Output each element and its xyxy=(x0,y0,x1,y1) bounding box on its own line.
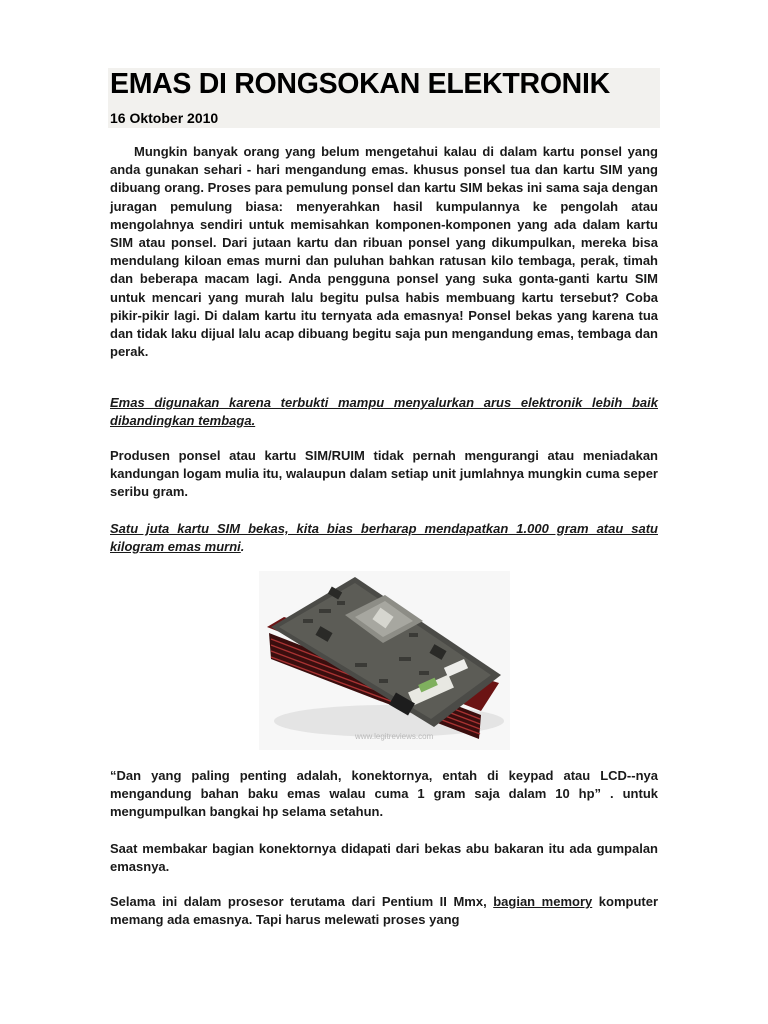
sim-yield-period: . xyxy=(240,539,245,555)
image-watermark: www.legitreviews.com xyxy=(355,732,434,741)
memory-link[interactable]: bagian memory xyxy=(493,894,593,909)
paragraph-burning: Saat membakar bagian konektornya didapati dari bekas abu bakaran itu ada gumpalan emasnya. xyxy=(110,841,658,875)
paragraph-gold-conductivity: Emas digunakan karena terbukti mampu menyalurkan arus elektronik lebih baik dibandingkan tembaga. xyxy=(110,395,658,429)
paragraph-manufacturers: Produsen ponsel atau kartu SIM/RUIM tidak pernah mengurangi atau meniadakan kandungan logam mulia itu, walaupun dalam setiap unit jumlahnya mungkin cuma seper seribu gram. xyxy=(110,448,658,500)
article-date: 16 Oktober 2010 xyxy=(110,110,219,126)
processor-text-end: komputer memang ada emasnya. Tapi harus melewati proses yang xyxy=(110,894,659,928)
paragraph-connector-quote: “Dan yang paling penting adalah, konektornya, entah di keypad atau LCD--nya mengandung bahan baku emas walau cuma 1 gram saja dalam 10 hp” . untuk mengumpulkan bangkai hp selama setahun. xyxy=(110,768,658,820)
sim-yield-underlined-text: Satu juta kartu SIM bekas, kita bias berharap mendapatkan 1.000 gram atau satu kilogram emas murni xyxy=(110,521,658,555)
paragraph-intro: Mungkin banyak orang yang belum mengetahui kalau di dalam kartu ponsel yang anda gunakan sehari - hari mengandung emas. khusus ponsel tua dan kartu SIM yang dibuang orang. Proses para pemulung ponsel dan kartu SIM bekas ini sama saja dengan juragan pemulung biasa: menyerahkan hasil kumpulannya ke pengolah atau mengolahnya sendiri untuk memisahkan komponen-komponen yang ada dalam kartu SIM atau ponsel. Dari jutaan kartu dan ribuan ponsel yang dikumpulkan, mereka bisa mendulang kiloan emas murni dan puluhan bahkan ratusan kilo tembaga, perak, timah dan beberapa macam lagi. Anda pengguna ponsel yang suka gonta-ganti kartu SIM untuk mencari yang murah lalu begitu pulsa habis membuang kartu tersebut? Coba pikir-pikir lagi. Di dalam kartu itu ternyata ada emasnya! Ponsel bekas yang karena tua dan tidak laku dijual lalu acap dibuang begitu saja pun mengandung emas, tembaga dan perak. xyxy=(110,144,658,360)
article-title: EMAS DI RONGSOKAN ELEKTRONIK xyxy=(110,68,610,100)
paragraph-processor xyxy=(110,893,658,929)
graphics-card-photo xyxy=(259,571,510,750)
processor-text-start: Selama ini dalam prosesor terutama dari Pentium II Mmx, xyxy=(110,894,494,909)
paragraph-sim-yield xyxy=(110,520,658,556)
